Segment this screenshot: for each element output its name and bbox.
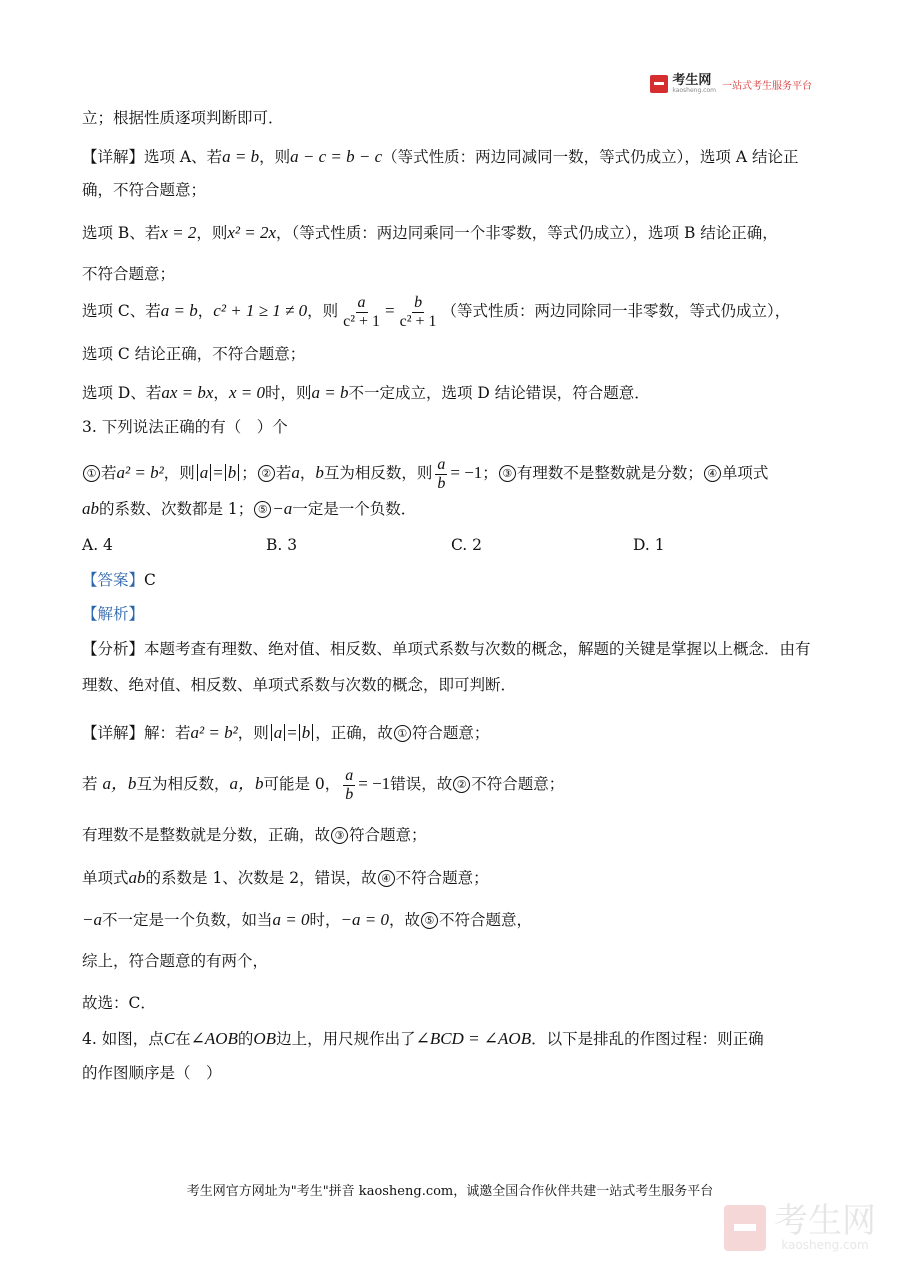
text-line: 【分析】本题考查有理数、绝对值、相反数、单项式系数与次数的概念，解题的关键是掌握以上概念．由有 <box>82 640 811 658</box>
answer: 【答案】C <box>82 571 156 589</box>
watermark-logo-icon <box>724 1205 766 1251</box>
text-line: ① 若a² = b²，则 a = b ； ② 若a，b互为相反数，则 $\frac{a}{b}$ = −1； ③ 有理数不是整数就是分数； ④ 单项式 <box>82 456 768 492</box>
question-3: 3. 下列说法正确的有（ ）个 <box>82 418 288 436</box>
question-4: 4. 如图，点C在∠AOB的OB边上，用尺规作出了∠BCD = ∠AOB．以下是排乱的作图过程：则正确 <box>82 1029 764 1048</box>
text-line: 单项式ab的系数是 1、次数是 2，错误，故 ④ 不符合题意； <box>82 868 489 887</box>
text-line: 选项 B、若x = 2，则x² = 2x，（等式性质：两边同乘同一个非零数，等式仍成立），选项 B 结论正确， <box>82 223 778 242</box>
kaosheng-logo-icon <box>650 75 668 93</box>
text-line: 确，不符合题意； <box>82 181 207 199</box>
logo-sub: kaosheng.com <box>672 87 716 94</box>
text-line: −a不一定是一个负数，如当a = 0时，−a = 0，故 ⑤ 不符合题意， <box>82 910 532 929</box>
header-slogan: 一站式考生服务平台 <box>722 80 812 92</box>
text-line: 【详解】选项 A、若a = b，则a − c = b − c（等式性质：两边同减同一数，等式仍成立），选项 A 结论正 <box>82 147 799 166</box>
text-line: ab的系数、次数都是 1； ⑤ −a一定是一个负数． <box>82 499 417 518</box>
option-b: B. 3 <box>266 536 298 554</box>
analysis-label: 【解析】 <box>82 605 145 623</box>
text-line: 故选：C． <box>82 994 156 1012</box>
text-line: 选项 D、若ax = bx，x = 0时，则a = b不一定成立，选项 D 结论错误，符合题意． <box>82 383 650 402</box>
watermark-sub: kaosheng.com <box>781 1238 869 1252</box>
text-line: 立；根据性质逐项判断即可． <box>82 109 284 127</box>
text-line: 若 a，b互为相反数，a，b可能是 0， $\frac{a}{b}$ = −1错误，故 ② 不符合题意； <box>82 767 565 803</box>
fraction: $\frac{a}{\text{c² + 1}}$ <box>343 294 381 330</box>
logo-text: 考生网 <box>672 73 712 88</box>
fraction: $\frac{b}{\text{c² + 1}}$ <box>399 294 437 330</box>
watermark-text: 考生网 <box>774 1201 876 1241</box>
page-footer: 考生网官方网址为"考生"拼音 kaosheng.com，诚邀全国合作伙伴共建一站式考生服务平台 <box>186 1184 714 1199</box>
text-line: 选项 C、若a = b，c² + 1 ≥ 1 ≠ 0，则 $\frac{a}{\text{c² + 1}}$ = $\frac{b}{\text{c² + 1}}$ （等式性质：两边同除同一非零数，等式仍成立）， <box>82 294 791 330</box>
watermark <box>724 1201 876 1252</box>
option-a: A. 4 <box>82 536 113 554</box>
fraction: $\frac{a}{b}$ <box>345 767 354 803</box>
text-line: 综上，符合题意的有两个， <box>82 952 269 970</box>
fraction: $\frac{a}{b}$ <box>437 456 446 492</box>
text-line: 选项 C 结论正确，不符合题意； <box>82 345 306 363</box>
text-line: 有理数不是整数就是分数，正确，故 ③ 符合题意； <box>82 826 427 844</box>
option-d: D. 1 <box>633 536 665 554</box>
text-line: 不符合题意； <box>82 265 176 283</box>
text-line: 理数、绝对值、相反数、单项式系数与次数的概念，即可判断． <box>82 676 517 694</box>
text-line: 【详解】解：若a² = b²，则 a = b ，正确，故 ① 符合题意； <box>82 723 490 742</box>
header-logo <box>650 74 812 94</box>
text-line: 的作图顺序是（ ） <box>82 1064 222 1082</box>
option-c: C. 2 <box>451 536 483 554</box>
